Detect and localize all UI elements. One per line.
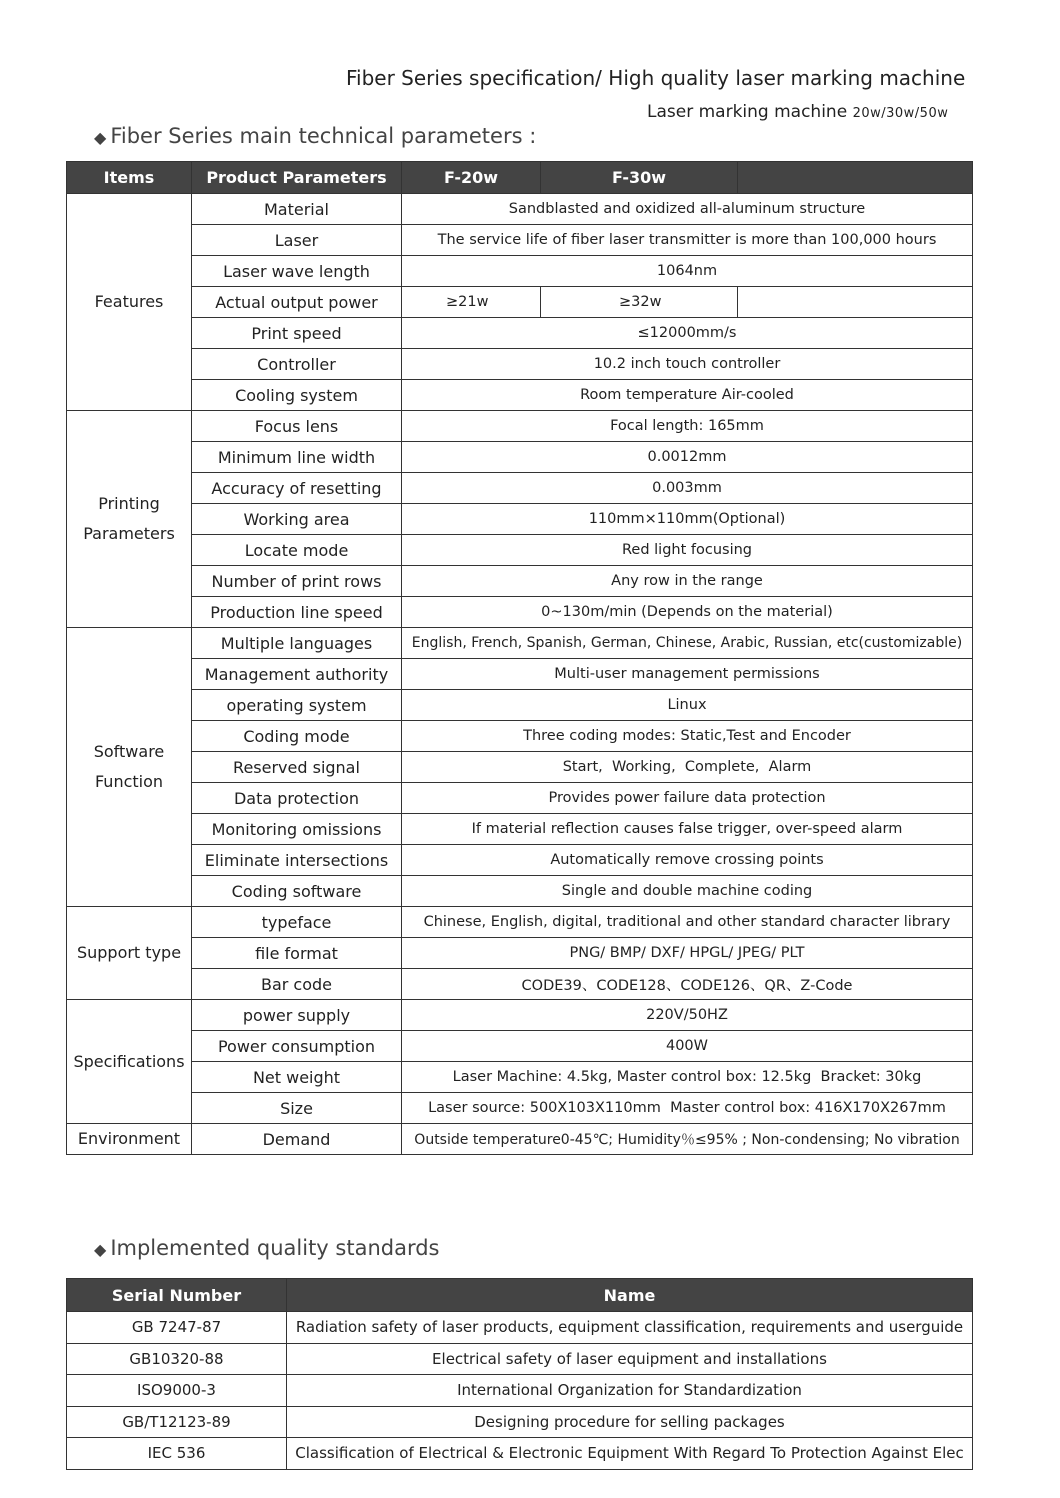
table-row	[67, 194, 973, 225]
standard-name: Electrical safety of laser equipment and installations	[287, 1343, 973, 1375]
param-value: Sandblasted and oxidized all-aluminum structure	[402, 194, 973, 225]
table-row	[67, 907, 973, 938]
col-header-f20w: F-20w	[402, 162, 541, 194]
param-label: Reserved signal	[192, 752, 402, 783]
standard-name: International Organization for Standardization	[287, 1375, 973, 1407]
standard-name: Designing procedure for selling packages	[287, 1406, 973, 1438]
group-label-software-function	[67, 628, 192, 907]
param-label: Working area	[192, 504, 402, 535]
param-label: Net weight	[192, 1062, 402, 1093]
param-label: operating system	[192, 690, 402, 721]
param-value: 0~130m/min (Depends on the material)	[402, 597, 973, 628]
param-label: Demand	[192, 1124, 402, 1155]
group-label-line: Parameters	[83, 524, 175, 543]
param-value: Chinese, English, digital, traditional and other standard character library	[402, 907, 973, 938]
param-label: Material	[192, 194, 402, 225]
param-value: Linux	[402, 690, 973, 721]
param-label: Locate mode	[192, 535, 402, 566]
standards-header-row	[67, 1279, 973, 1312]
table-row	[67, 1000, 973, 1031]
table-row	[67, 1375, 973, 1407]
param-label: Laser	[192, 225, 402, 256]
table-row	[67, 1031, 973, 1062]
table-row	[67, 845, 973, 876]
param-value: Focal length: 165mm	[402, 411, 973, 442]
param-value-f20w: ≥21w	[402, 287, 541, 318]
param-label: Laser wave length	[192, 256, 402, 287]
param-label: Coding software	[192, 876, 402, 907]
table-row	[67, 597, 973, 628]
param-label: Eliminate intersections	[192, 845, 402, 876]
table-row	[67, 1062, 973, 1093]
group-label-environment: Environment	[67, 1124, 192, 1155]
param-value: 220V/50HZ	[402, 1000, 973, 1031]
table-row	[67, 1406, 973, 1438]
group-label-specifications: Specifications	[67, 1000, 192, 1124]
param-value: Start, Working, Complete, Alarm	[402, 752, 973, 783]
table-row	[67, 1093, 973, 1124]
table-row	[67, 1438, 973, 1470]
param-value: Single and double machine coding	[402, 876, 973, 907]
serial-number: GB 7247-87	[67, 1312, 287, 1344]
param-value: Automatically remove crossing points	[402, 845, 973, 876]
table-row	[67, 318, 973, 349]
param-value: ≤12000mm/s	[402, 318, 973, 349]
param-value: 10.2 inch touch controller	[402, 349, 973, 380]
serial-number: ISO9000-3	[67, 1375, 287, 1407]
serial-number: GB10320-88	[67, 1343, 287, 1375]
param-value: Any row in the range	[402, 566, 973, 597]
table-row	[67, 752, 973, 783]
table-row	[67, 411, 973, 442]
param-value-extra	[738, 287, 973, 318]
param-value: CODE39、CODE128、CODE126、QR、Z-Code	[402, 969, 973, 1000]
param-value: 400W	[402, 1031, 973, 1062]
col-header-product-parameters: Product Parameters	[192, 162, 402, 194]
table-row	[67, 814, 973, 845]
param-label: Actual output power	[192, 287, 402, 318]
param-label: Minimum line width	[192, 442, 402, 473]
group-label-features: Features	[67, 194, 192, 411]
subtitle-main: Laser marking machine	[647, 102, 853, 122]
param-label: Controller	[192, 349, 402, 380]
param-value: If material reflection causes false trigger, over-speed alarm	[402, 814, 973, 845]
diamond-bullet-icon: ◆	[94, 1240, 107, 1259]
table-row	[67, 783, 973, 814]
spec-table-header-row	[67, 162, 973, 194]
param-label: Production line speed	[192, 597, 402, 628]
param-value: 110mm×110mm(Optional)	[402, 504, 973, 535]
col-header-items: Items	[67, 162, 192, 194]
spec-heading-text: Fiber Series main technical parameters :	[110, 124, 537, 148]
col-header-name: Name	[287, 1279, 973, 1312]
param-value: English, French, Spanish, German, Chinese, Arabic, Russian, etc(customizable)	[402, 628, 973, 659]
param-label: Bar code	[192, 969, 402, 1000]
table-row	[67, 566, 973, 597]
table-row	[67, 938, 973, 969]
col-header-f30w: F-30w	[541, 162, 738, 194]
diamond-bullet-icon: ◆	[94, 128, 107, 147]
param-label: Number of print rows	[192, 566, 402, 597]
param-value: 0.0012mm	[402, 442, 973, 473]
param-label: Power consumption	[192, 1031, 402, 1062]
table-row	[67, 380, 973, 411]
table-row	[67, 969, 973, 1000]
table-row	[67, 1343, 973, 1375]
serial-number: GB/T12123-89	[67, 1406, 287, 1438]
table-row	[67, 1124, 973, 1155]
group-label-support-type: Support type	[67, 907, 192, 1000]
col-header-empty	[738, 162, 973, 194]
group-label-line: Function	[94, 772, 164, 791]
param-label: Size	[192, 1093, 402, 1124]
param-label: file format	[192, 938, 402, 969]
standard-name: Radiation safety of laser products, equipment classification, requirements and userguide	[287, 1312, 973, 1344]
table-row	[67, 876, 973, 907]
param-value: The service life of fiber laser transmitter is more than 100,000 hours	[402, 225, 973, 256]
standard-name: Classification of Electrical & Electronic Equipment With Regard To Protection Against Elec	[287, 1438, 973, 1470]
table-row	[67, 628, 973, 659]
param-label: Print speed	[192, 318, 402, 349]
page-title: Fiber Series specification/ High quality laser marking machine	[346, 66, 966, 90]
serial-number: IEC 536	[67, 1438, 287, 1470]
param-value: 0.003mm	[402, 473, 973, 504]
param-value: Room temperature Air-cooled	[402, 380, 973, 411]
table-row	[67, 349, 973, 380]
param-value: Provides power failure data protection	[402, 783, 973, 814]
subtitle-models: 20w/30w/50w	[852, 106, 949, 121]
standards-table	[66, 1278, 973, 1470]
table-row	[67, 721, 973, 752]
param-label: Management authority	[192, 659, 402, 690]
table-row	[67, 659, 973, 690]
page-subtitle	[647, 102, 948, 122]
param-value: PNG/ BMP/ DXF/ HPGL/ JPEG/ PLT	[402, 938, 973, 969]
group-label-printing-parameters	[67, 411, 192, 628]
param-label: Data protection	[192, 783, 402, 814]
col-header-serial-number: Serial Number	[67, 1279, 287, 1312]
param-value: Laser Machine: 4.5kg, Master control box: 12.5kg Bracket: 30kg	[402, 1062, 973, 1093]
group-label-line: Software	[93, 742, 165, 761]
table-row	[67, 535, 973, 566]
param-value: 1064nm	[402, 256, 973, 287]
spec-table	[66, 161, 973, 1155]
group-label-line: Printing	[98, 494, 160, 513]
param-label: Coding mode	[192, 721, 402, 752]
param-label: typeface	[192, 907, 402, 938]
param-label: Focus lens	[192, 411, 402, 442]
table-row	[67, 473, 973, 504]
table-row	[67, 225, 973, 256]
table-row	[67, 256, 973, 287]
param-label: power supply	[192, 1000, 402, 1031]
param-value: Laser source: 500X103X110mm Master control box: 416X170X267mm	[402, 1093, 973, 1124]
param-value: Red light focusing	[402, 535, 973, 566]
table-row	[67, 690, 973, 721]
param-label: Cooling system	[192, 380, 402, 411]
table-row	[67, 504, 973, 535]
param-value-f30w: ≥32w	[541, 287, 738, 318]
standards-heading-text: Implemented quality standards	[110, 1236, 440, 1260]
standards-section-heading	[94, 1236, 440, 1260]
param-label: Accuracy of resetting	[192, 473, 402, 504]
param-label: Multiple languages	[192, 628, 402, 659]
param-value: Multi-user management permissions	[402, 659, 973, 690]
param-value: Outside temperature0-45℃; Humidity％≤95% ; Non-condensing; No vibration	[402, 1124, 973, 1155]
table-row	[67, 287, 973, 318]
spec-section-heading	[94, 124, 536, 148]
table-row	[67, 442, 973, 473]
param-label: Monitoring omissions	[192, 814, 402, 845]
param-value: Three coding modes: Static,Test and Encoder	[402, 721, 973, 752]
table-row	[67, 1312, 973, 1344]
